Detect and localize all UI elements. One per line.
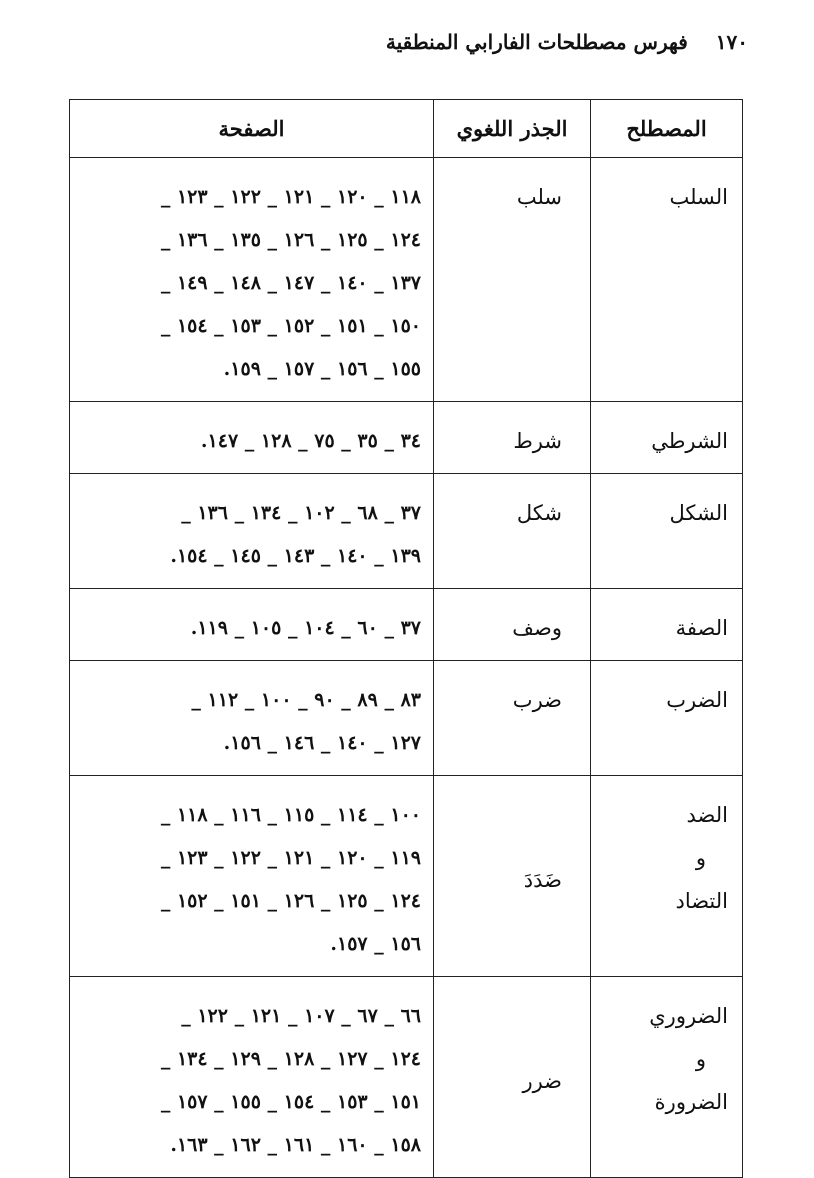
page-numbers-line: ١٣٩ _ ١٤٠ _ ١٤٣ _ ١٤٥ _ ١٥٤.	[170, 545, 421, 567]
table-row	[70, 158, 743, 402]
term-text: الضروري	[649, 1004, 728, 1028]
page-numbers-line: ٣٤ _ ٣٥ _ ٧٥ _ ١٢٨ _ ١٤٧.	[200, 430, 421, 452]
term-text: الصفة	[675, 616, 728, 640]
page-numbers-line: ١٠٠ _ ١١٤ _ ١١٥ _ ١١٦ _ ١١٨ _	[160, 804, 421, 826]
term-cell	[591, 589, 743, 661]
term-text: السلب	[669, 185, 728, 209]
table-row	[70, 589, 743, 661]
term-text: التضاد	[675, 889, 728, 913]
page-numbers-line: ١٥١ _ ١٥٣ _ ١٥٤ _ ١٥٥ _ ١٥٧ _	[160, 1091, 421, 1113]
root-cell: وصف	[434, 589, 591, 661]
root-cell: شرط	[434, 402, 591, 474]
pages-cell	[70, 402, 434, 474]
pages-cell	[70, 776, 434, 977]
root-cell: سلب	[434, 158, 591, 402]
page-numbers-line: ١٥٨ _ ١٦٠ _ ١٦١ _ ١٦٢ _ ١٦٣.	[170, 1134, 421, 1156]
page-numbers-line: ١٥٠ _ ١٥١ _ ١٥٢ _ ١٥٣ _ ١٥٤ _	[160, 315, 421, 337]
page-numbers-line: ١٢٤ _ ١٢٥ _ ١٢٦ _ ١٣٥ _ ١٣٦ _	[160, 229, 421, 251]
term-conjunction: و	[695, 1047, 706, 1071]
term-cell	[591, 402, 743, 474]
page-numbers-line: ١٢٧ _ ١٤٠ _ ١٤٦ _ ١٥٦.	[223, 732, 421, 754]
root-cell: شكل	[434, 474, 591, 589]
page-numbers-line: ١١٩ _ ١٢٠ _ ١٢١ _ ١٢٢ _ ١٢٣ _	[160, 847, 421, 869]
table-row	[70, 474, 743, 589]
running-title: فهرس مصطلحات الفارابي المنطقية	[385, 30, 688, 54]
page-numbers-line: ١٢٤ _ ١٢٥ _ ١٢٦ _ ١٥١ _ ١٥٢ _	[160, 890, 421, 912]
root-cell: ضَدَدَ	[434, 776, 591, 977]
term-text: الشكل	[669, 501, 728, 525]
pages-cell	[70, 977, 434, 1178]
pages-cell	[70, 589, 434, 661]
page-numbers-line: ٣٧ _ ٦٠ _ ١٠٤ _ ١٠٥ _ ١١٩.	[190, 617, 421, 639]
column-header-pages: الصفحة	[70, 100, 434, 158]
root-cell: ضرب	[434, 661, 591, 776]
terms-index-table	[69, 99, 743, 1178]
term-text: الضد	[686, 803, 728, 827]
term-text: الشرطي	[651, 429, 728, 453]
pages-cell	[70, 661, 434, 776]
term-cell	[591, 158, 743, 402]
table-row	[70, 776, 743, 977]
column-header-root: الجذر اللغوي	[434, 100, 591, 158]
pages-cell	[70, 474, 434, 589]
term-cell	[591, 977, 743, 1178]
table-row	[70, 402, 743, 474]
pages-cell	[70, 158, 434, 402]
page-numbers-line: ٦٦ _ ٦٧ _ ١٠٧ _ ١٢١ _ ١٢٢ _	[181, 1005, 421, 1027]
term-cell	[591, 474, 743, 589]
page-numbers-line: ١٥٥ _ ١٥٦ _ ١٥٧ _ ١٥٩.	[223, 358, 421, 380]
page-numbers-line: ١٢٤ _ ١٢٧ _ ١٢٨ _ ١٢٩ _ ١٣٤ _	[160, 1048, 421, 1070]
root-cell: ضرر	[434, 977, 591, 1178]
term-cell	[591, 661, 743, 776]
page-numbers-line: ٣٧ _ ٦٨ _ ١٠٢ _ ١٣٤ _ ١٣٦ _	[181, 502, 421, 524]
table-header-row	[70, 100, 743, 158]
term-cell	[591, 776, 743, 977]
page-number: ١٧٠	[715, 30, 748, 54]
term-text: الضرب	[666, 688, 728, 712]
table-row	[70, 977, 743, 1178]
term-conjunction: و	[695, 846, 706, 870]
column-header-term: المصطلح	[591, 100, 743, 158]
table-row	[70, 661, 743, 776]
page-numbers-line: ١٥٦ _ ١٥٧.	[330, 933, 421, 955]
term-text: الضرورة	[654, 1090, 728, 1114]
page-numbers-line: ١٣٧ _ ١٤٠ _ ١٤٧ _ ١٤٨ _ ١٤٩ _	[160, 272, 421, 294]
page-numbers-line: ٨٣ _ ٨٩ _ ٩٠ _ ١٠٠ _ ١١٢ _	[191, 689, 421, 711]
page-numbers-line: ١١٨ _ ١٢٠ _ ١٢١ _ ١٢٢ _ ١٢٣ _	[160, 186, 421, 208]
running-head	[386, 30, 748, 54]
